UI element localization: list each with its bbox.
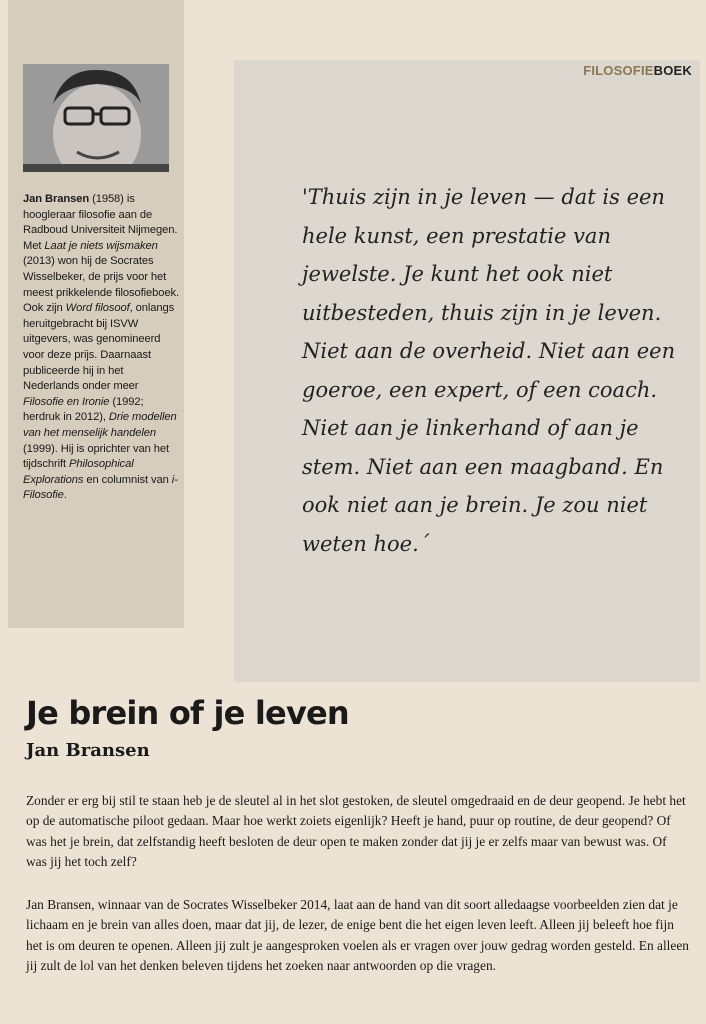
- brand-part-1: FILOSOFIE: [583, 63, 654, 78]
- bio-run: i-Filosofie: [23, 473, 178, 502]
- brand-label: [583, 63, 692, 78]
- bio-run: .: [63, 489, 67, 502]
- bio-run: Jan Bransen: [23, 193, 90, 205]
- pull-quote: 'Thuis zijn in je leven — dat is een hele kunst, een prestatie van jewelste. Je kunt het ook niet uitbesteden, thuis zijn in je leven. Niet aan de overheid. Niet aan een goeroe, een expert, of een coach. Niet aan je linkerhand of aan je stem. Niet aan een maagband. En ook niet aan je brein. Je zou niet weten hoe.´: [302, 185, 676, 556]
- bio-run: Laat je niets wijsmaken: [44, 239, 158, 252]
- bio-run: (1992; herdruk in 2012),: [23, 395, 144, 424]
- bio-run: Filosofie en Ironie: [23, 395, 110, 408]
- bio-run: Drie modellen van het menselijk handelen: [23, 411, 177, 439]
- bio-run: (1958) is hoogleraar filosofie aan de Radboud Universiteit Nijmegen. Met: [23, 193, 178, 252]
- author-portrait-image: [23, 64, 169, 172]
- article-author: Jan Bransen: [26, 740, 150, 761]
- article-paragraph-1: Zonder er erg bij stil te staan heb je de sleutel al in het slot gestoken, de sleutel omgedraaid en de deur geopend. Je hebt het op de automatische piloot gedaan. Maar hoe werkt zoiets eigenlijk? Heeft je hand, puur op routine, de deur geopend? Of was het je brein, dat zelfstandig heeft besloten de deur open te maken zonder dat jij je er zelfs maar van bewust was. Of was jij het toch zelf?: [26, 793, 686, 869]
- bio-run: Philosophical Explorations: [23, 458, 134, 486]
- author-bio: [23, 192, 179, 504]
- bio-run: , onlangs heruitgebracht bij ISVW uitgevers, was genomineerd voor deze prijs. Daarnaast publiceerde hij in het Nederlands onder meer: [23, 302, 175, 393]
- bio-run: (1999). Hij is oprichter van het tijdschrift: [23, 442, 170, 471]
- author-photo: [23, 64, 169, 172]
- bio-run: Word filosoof: [65, 302, 130, 315]
- article-title: Je brein of je leven: [26, 694, 349, 732]
- article-paragraph-2: Jan Bransen, winnaar van de Socrates Wisselbeker 2014, laat aan de hand van dit soort alledaagse voorbeelden zien dat je lichaam en je brein van alles doen, maar dat jij, de lezer, de enige bent die het eigen leven leeft. Alleen jij beleeft hoe fijn het is om deuren te openen. Alleen jij zult je aangesproken voelen als er vragen over jouw gedrag worden gesteld. En alleen jij zult de lol van het denken beleven tijdens het zoeken naar antwoorden op die vragen.: [26, 897, 689, 973]
- bio-run: en columnist van: [83, 473, 172, 486]
- brand-part-2: BOEK: [653, 63, 692, 78]
- bio-run: (2013) won hij de Socrates Wisselbeker, de prijs voor het meest prikkelende filosofieboek. Ook zijn: [23, 255, 179, 315]
